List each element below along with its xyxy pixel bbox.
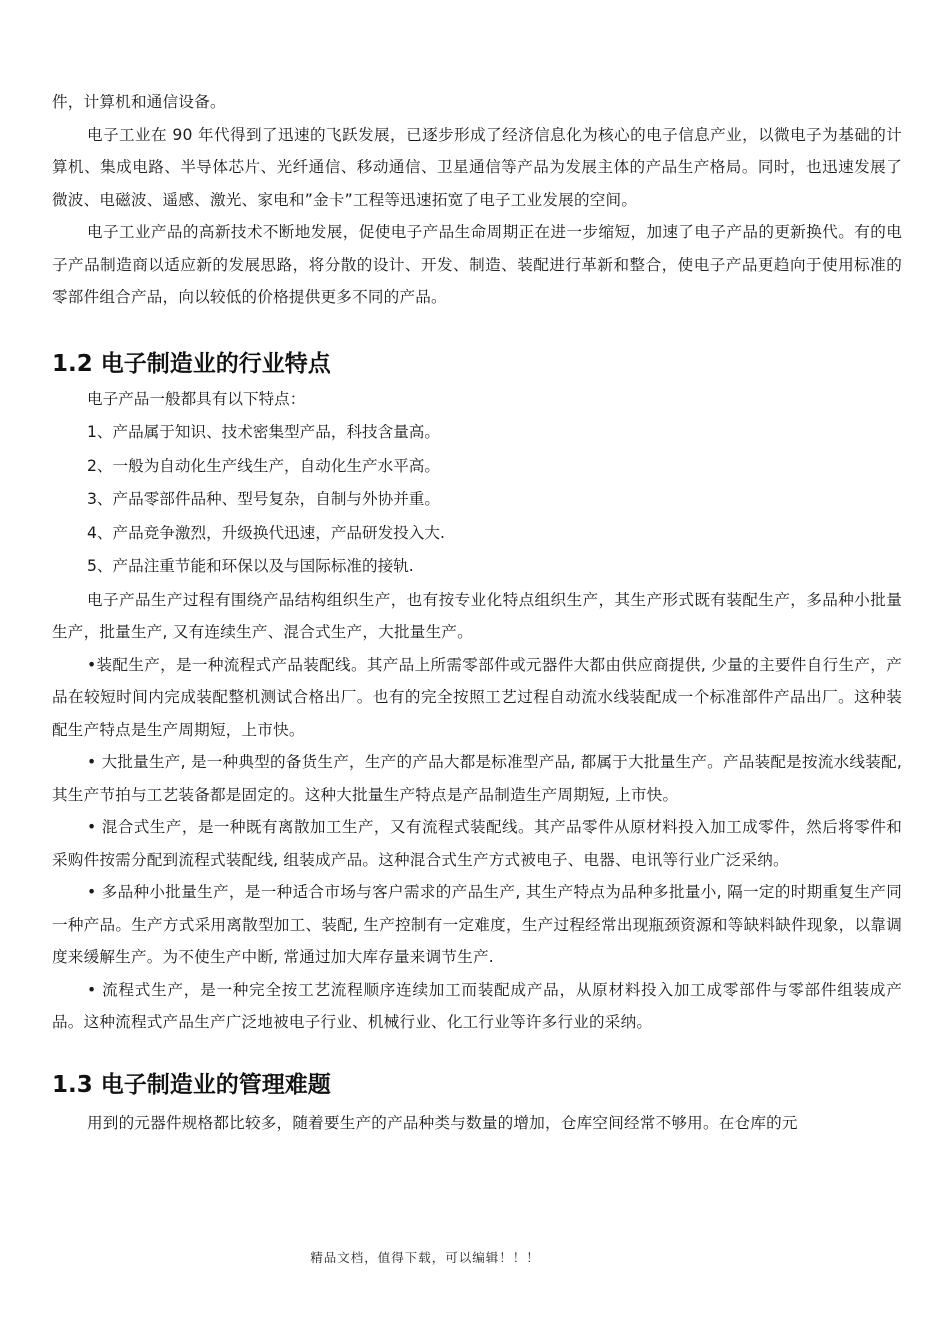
paragraph: 件，计算机和通信设备。 — [52, 93, 226, 111]
paragraph: 电子产品生产过程有围绕产品结构组织生产，也有按专业化特点组织生产，其生产形式既有装配生产，多品种小批量生产，批量生产, 又有连续生产、混合式生产，大批量生产。 — [52, 590, 902, 641]
bullet-paragraph: • 混合式生产，是一种既有离散加工生产，又有流程式装配线。其产品零件从原材料投入加工成零件，然后将零件和采购件按需分配到流程式装配线, 组装成产品。这种混合式生产方式被电子、电器、电讯等行业广泛采纳。 — [52, 818, 902, 869]
paragraph: 电子工业产品的高新技术不断地发展，促使电子产品生命周期正在进一步缩短，加速了电子产品的更新换代。有的电子产品制造商以适应新的发展思路，将分散的设计、开发、制造、装配进行革新和整合，使电子产品更趋向于使用标准的零部件组合产品，向以较低的价格提供更多不同的产品。 — [52, 223, 902, 306]
list-item: 5、产品注重节能和环保以及与国际标准的接轨. — [87, 557, 414, 575]
page-footer — [0, 1248, 950, 1266]
paragraph: 电子工业在 90 年代得到了迅速的飞跃发展，已逐步形成了经济信息化为核心的电子信息产业，以微电子为基础的计算机、集成电路、半导体芯片、光纤通信、移动通信、卫星通信等产品为发展主体的产品生产格局。同时，也迅速发展了微波、电磁波、遥感、激光、家电和”金卡”工程等迅速拓宽了电子工业发展的空间。 — [52, 125, 902, 209]
bullet-paragraph: • 流程式生产，是一种完全按工艺流程顺序连续加工而装配成产品，从原材料投入加工成零部件与零部件组装成产品。这种流程式产品生产广泛地被电子行业、机械行业、化工行业等许多行业的采纳。 — [52, 980, 902, 1031]
section-intro: 电子产品一般都具有以下特点： — [87, 389, 306, 408]
list-item: 1、产品属于知识、技术密集型产品，科技含量高。 — [87, 423, 440, 441]
list-item: 4、产品竞争激烈，升级换代迅速，产品研发投入大. — [87, 523, 445, 542]
section-heading: 1.3 电子制造业的管理难题 — [52, 1071, 331, 1098]
list-item: 3、产品零部件品种、型号复杂，自制与外协并重。 — [87, 490, 440, 508]
bullet-paragraph: • 大批量生产, 是一种典型的备货生产，生产的产品大都是标准型产品, 都属于大批量生产。产品装配是按流水线装配, 其生产节拍与工艺装备都是固定的。这种大批量生产特点是产品制造生产周期短, 上市快。 — [52, 753, 902, 804]
bullet-paragraph: •装配生产，是一种流程式产品装配线。其产品上所需零部件或元器件大都由供应商提供, 少量的主要件自行生产，产品在较短时间内完成装配整机测试合格出厂。也有的完全按照工艺过程自动流水线装配成一个标准部件产品出厂。这种装配生产特点是生产周期短，上市快。 — [52, 655, 902, 739]
footer-text: 精品文档，值得下载，可以编辑！！！ — [310, 1250, 540, 1265]
paragraph: 用到的元器件规格都比较多，随着要生产的产品种类与数量的增加，仓库空间经常不够用。在仓库的元 — [87, 1113, 798, 1132]
section-heading: 1.2 电子制造业的行业特点 — [52, 350, 331, 377]
bullet-paragraph: • 多品种小批量生产，是一种适合市场与客户需求的产品生产, 其生产特点为品种多批量小, 隔一定的时期重复生产同一种产品。生产方式采用离散型加工、装配, 生产控制有一定难度，生产过程经常出现瓶颈资源和等缺料缺件现象，以靠调度来缓解生产。为不使生产中断, 常通过加大库存量来调节生产. — [52, 883, 902, 966]
document-page — [52, 86, 902, 1139]
list-item: 2、一般为自动化生产线生产，自动化生产水平高。 — [87, 456, 440, 475]
